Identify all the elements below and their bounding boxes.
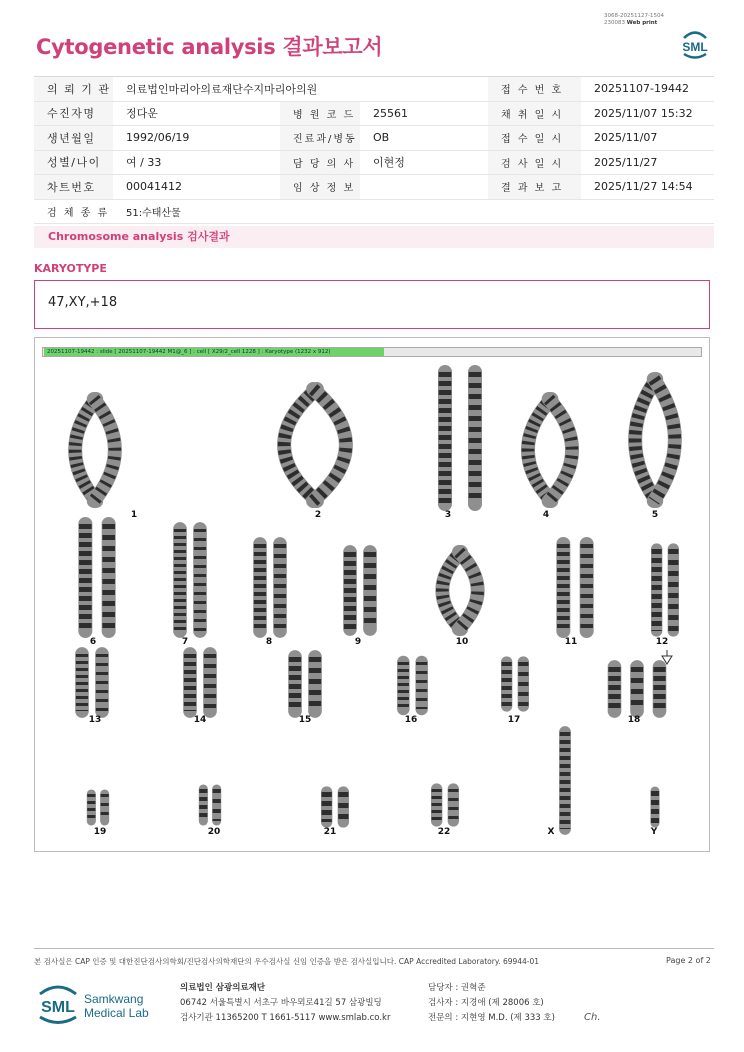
info-value: 여 / 33 [113,150,280,175]
chromosome-label: 15 [298,715,312,725]
info-value: 20251107-19442 [581,77,714,102]
chromosome-label: 20 [207,827,221,837]
page-title: Cytogenetic analysis 결과보고서 [36,35,383,59]
info-row [34,150,714,175]
info-label: 차트번호 [34,175,113,200]
info-row [34,77,714,102]
chromosome-label: 10 [455,637,469,647]
info-value [360,175,488,200]
chromosome-pair-16 [385,658,440,717]
chromosome-label: 12 [655,637,669,647]
patient-info-table [34,76,714,224]
info-value: OB [360,126,488,151]
chromosome-analysis-header: Chromosome analysis 검사결과 [34,226,714,248]
chromosome-pair-2 [245,385,385,509]
chromosome-pair-5 [610,375,700,509]
chromosome-pair-Y [645,787,665,831]
document-code-line2 [604,20,664,27]
chromosome-label: 9 [354,637,362,647]
chromosome-label: 22 [437,827,451,837]
chromosome-pair-20 [190,785,230,829]
chromosome-label: 6 [89,637,97,647]
samkwang-logo [38,982,158,1032]
info-row [34,175,714,200]
chromosome-pair-14 [170,650,230,719]
chromosome-label: 8 [265,637,273,647]
info-label: 결 과 보 고 [488,175,581,200]
document-code-number: 230083 [604,20,625,26]
chromosome-label: X [547,827,555,837]
web-print-label: Web print [626,20,658,26]
organization-info [180,981,390,1026]
info-value: 1992/06/19 [113,126,280,151]
info-row-specimen [34,199,714,224]
chromosome-label: 2 [314,510,322,520]
chromosome-label: 5 [651,510,659,520]
chromosome-label: 1 [130,510,138,520]
document-code [604,13,664,27]
svg-text:Samkwang: Samkwang [84,992,144,1006]
specimen-label: 검 체 종 류 [34,199,113,224]
sml-logo [676,25,714,63]
info-label: 채 취 일 시 [488,101,581,126]
svg-text:Medical Lab: Medical Lab [84,1006,149,1020]
organization-name [180,981,390,996]
info-label: 의 뢰 기 관 [34,77,113,102]
info-value: 2025/11/27 [581,150,714,175]
svg-text:SML: SML [682,40,708,54]
staff-info [428,981,555,1026]
chromosome-pair-11 [540,540,610,639]
chromosome-label: 3 [444,510,452,520]
document-code-line1: 3068-20251127-1504 [604,13,664,19]
organization-contact: 검사기관 11365200 T 1661-5117 www.smlab.co.kr [180,1013,391,1023]
accreditation-note: 본 검사실은 CAP 인증 및 대한진단검사의학회/진단검사의학재단의 우수검사실 신임 인증을 받은 검사실입니다. CAP Accredited Laboratory. 69944-01 [34,957,540,966]
organization-address: 06742 서울특별시 서초구 바우뫼로41길 57 삼광빌딩 [180,998,382,1008]
chromosome-pair-8 [240,540,300,639]
svg-text:SML: SML [41,999,75,1016]
info-value: 2025/11/07 [581,126,714,151]
chromosome-label: 4 [542,510,550,520]
karyogram-caption: 20251107-19442 : slide [ 20251107-19442 M1@_6 ] : cell [ X29/2_cell 1228 ] : Karyotype (1232 x 912) [44,348,384,356]
info-value: 00041412 [113,175,280,200]
karyotype-result: 47,XY,+18 [48,295,118,310]
staff-tester: 검사자 : 지경애 (제 28006 호) [428,998,544,1008]
info-label: 성별/나이 [34,150,113,175]
info-value: 2025/11/07 15:32 [581,101,714,126]
info-label: 진료과/병동 [280,126,360,151]
chromosome-pair-17 [490,658,540,714]
karyotype-result-box [34,280,710,329]
info-label: 병 원 코 드 [280,101,360,126]
chromosome-pair-15 [275,653,335,719]
info-label: 수진자명 [34,101,113,126]
info-value: 정다운 [113,101,280,126]
chromosome-pair-19 [78,790,118,829]
chromosome-pair-21 [310,788,360,830]
chromosome-pair-22 [420,785,470,829]
staff-specialist: 전문의 : 지현영 M.D. (제 333 호) [428,1013,555,1023]
karyotype-label: KARYOTYPE [34,262,107,275]
arrow-down-icon [660,650,674,670]
info-value: 의료법인마리아의료재단수지마리아의원 [113,77,488,102]
info-label: 생년월일 [34,126,113,151]
chromosome-label: 16 [404,715,418,725]
chromosome-pair-9 [330,548,390,637]
chromosome-pair-X [552,728,578,837]
staff-reporter: 담당자 : 권혁준 [428,983,486,993]
info-label: 임 상 정 보 [280,175,360,200]
chromosome-label: 13 [88,715,102,725]
info-row [34,126,714,151]
info-label: 접 수 일 시 [488,126,581,151]
chromosome-label: 14 [193,715,207,725]
chromosome-label: 17 [507,715,521,725]
chromosome-label: 19 [93,827,107,837]
footer-divider [34,948,714,949]
chromosome-label: 18 [627,715,641,725]
info-label: 담 당 의 사 [280,150,360,175]
chromosome-label: 11 [564,637,578,647]
chromosome-pair-13 [62,650,122,719]
info-value: 25561 [360,101,488,126]
page-number: Page 2 of 2 [666,956,711,965]
info-value: 이현정 [360,150,488,175]
chromosome-pair-1 [50,395,140,509]
signature: Ch. [584,1012,601,1023]
chromosome-pair-18 [592,663,682,719]
info-value: 2025/11/27 14:54 [581,175,714,200]
specimen-value: 51:수태산물 [113,199,714,224]
chromosome-pair-6 [62,520,132,639]
chromosome-pair-10 [420,548,500,637]
chromosome-label: 7 [181,637,189,647]
info-label: 검 사 일 시 [488,150,581,175]
chromosome-label: Y [650,827,658,837]
info-label: 접 수 번 호 [488,77,581,102]
chromosome-pair-12 [640,545,690,639]
organization-name-text: 의료법인 삼광의료재단 [180,983,266,993]
chromosome-pair-3 [415,368,505,512]
chromosome-pair-4 [500,395,600,509]
chromosome-label: 21 [323,827,337,837]
info-row [34,101,714,126]
chromosome-pair-7 [160,525,220,639]
